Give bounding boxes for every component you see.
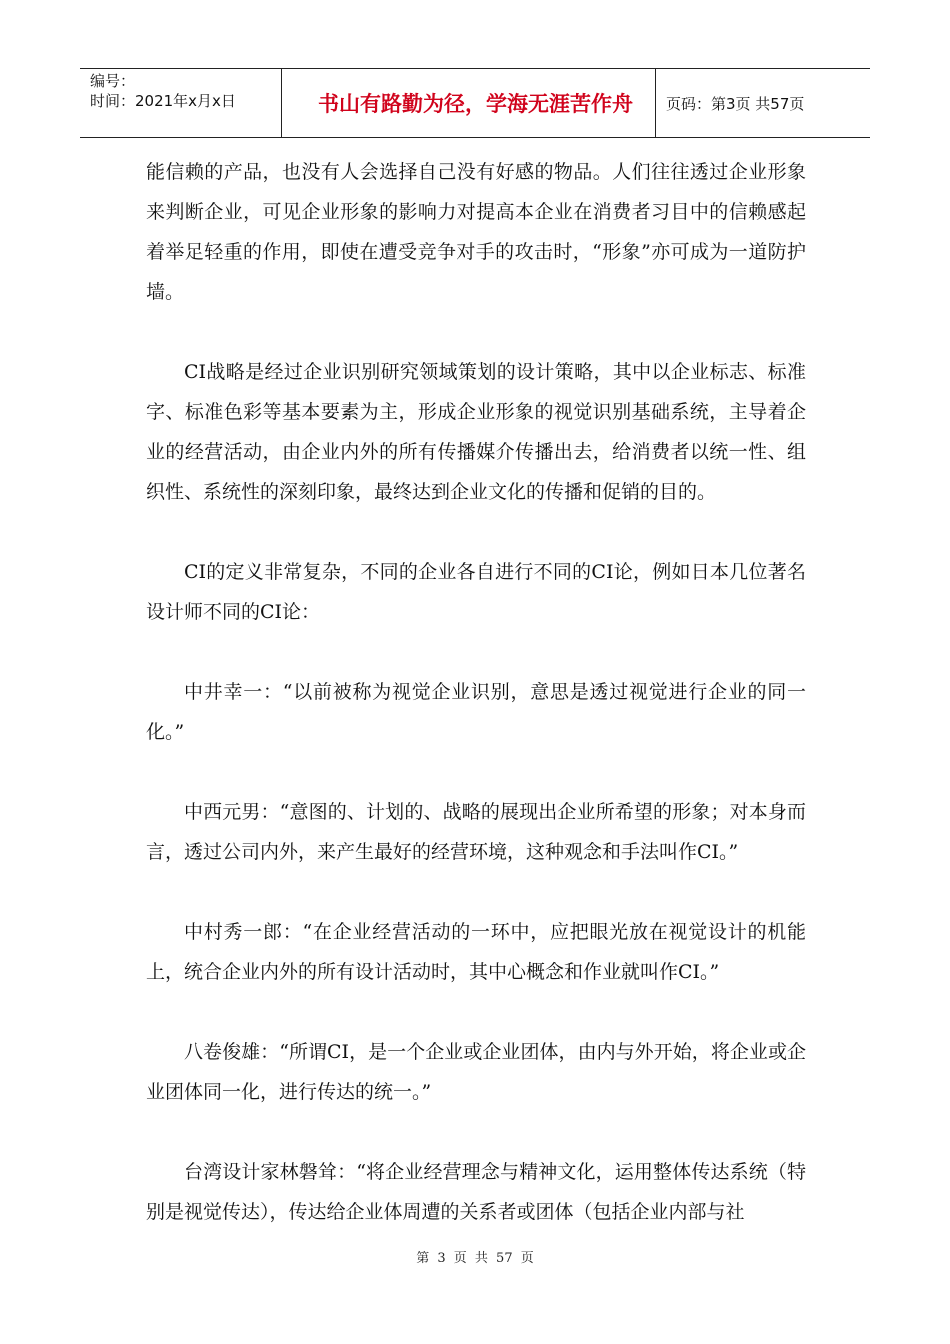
paragraph: 台湾设计家林磐耸：“将企业经营理念与精神文化，运用整体传达系统（特别是视觉传达），传达给企业体周遭的关系者或团体（包括企业内部与社 <box>146 1161 806 1223</box>
motto-text: 书山有路勤为径，学海无涯苦作舟 <box>318 92 633 116</box>
header-motto <box>281 69 656 137</box>
page-footer <box>0 1247 950 1266</box>
header-page-info <box>656 69 870 137</box>
paragraph: 能信赖的产品，也没有人会选择自己没有好感的物品。人们往往透过企业形象来判断企业，可见企业形象的影响力对提高本企业在消费者习目中的信赖感起着举足轻重的作用，即使在遭受竞争对手的攻击时，“形象”亦可成为一道防护墙。 <box>146 161 806 303</box>
footer-page-number: 第 3 页 共 57 页 <box>416 1251 534 1266</box>
paragraph: 中村秀一郎：“在企业经营活动的一环中，应把眼光放在视觉设计的机能上，统合企业内外的所有设计活动时，其中心概念和作业就叫作CI。” <box>146 921 806 983</box>
page-info-text: 页码：第3页 共57页 <box>666 94 805 113</box>
time-label: 时间：2021年x月x日 <box>90 92 236 110</box>
document-body <box>146 152 806 1232</box>
paragraph: 中井幸一：“以前被称为视觉企业识别，意思是透过视觉进行企业的同一化。” <box>146 681 806 743</box>
paragraph: 八卷俊雄：“所谓CI，是一个企业或企业团体，由内与外开始，将企业或企业团体同一化，进行传达的统一。” <box>146 1041 806 1103</box>
paragraph: CI战略是经过企业识别研究领域策划的设计策略，其中以企业标志、标准字、标准色彩等基本要素为主，形成企业形象的视觉识别基础系统，主导着企业的经营活动，由企业内外的所有传播媒介传播出去，给消费者以统一性、组织性、系统性的深刻印象，最终达到企业文化的传播和促销的目的。 <box>146 361 806 503</box>
header-meta <box>80 69 281 137</box>
number-label: 编号： <box>90 72 136 90</box>
paragraph: CI的定义非常复杂，不同的企业各自进行不同的CI论，例如日本几位著名设计师不同的CI论： <box>146 561 806 623</box>
page-header <box>80 68 870 138</box>
paragraph: 中西元男：“意图的、计划的、战略的展现出企业所希望的形象；对本身而言，透过公司内外，来产生最好的经营环境，这种观念和手法叫作CI。” <box>146 801 806 863</box>
